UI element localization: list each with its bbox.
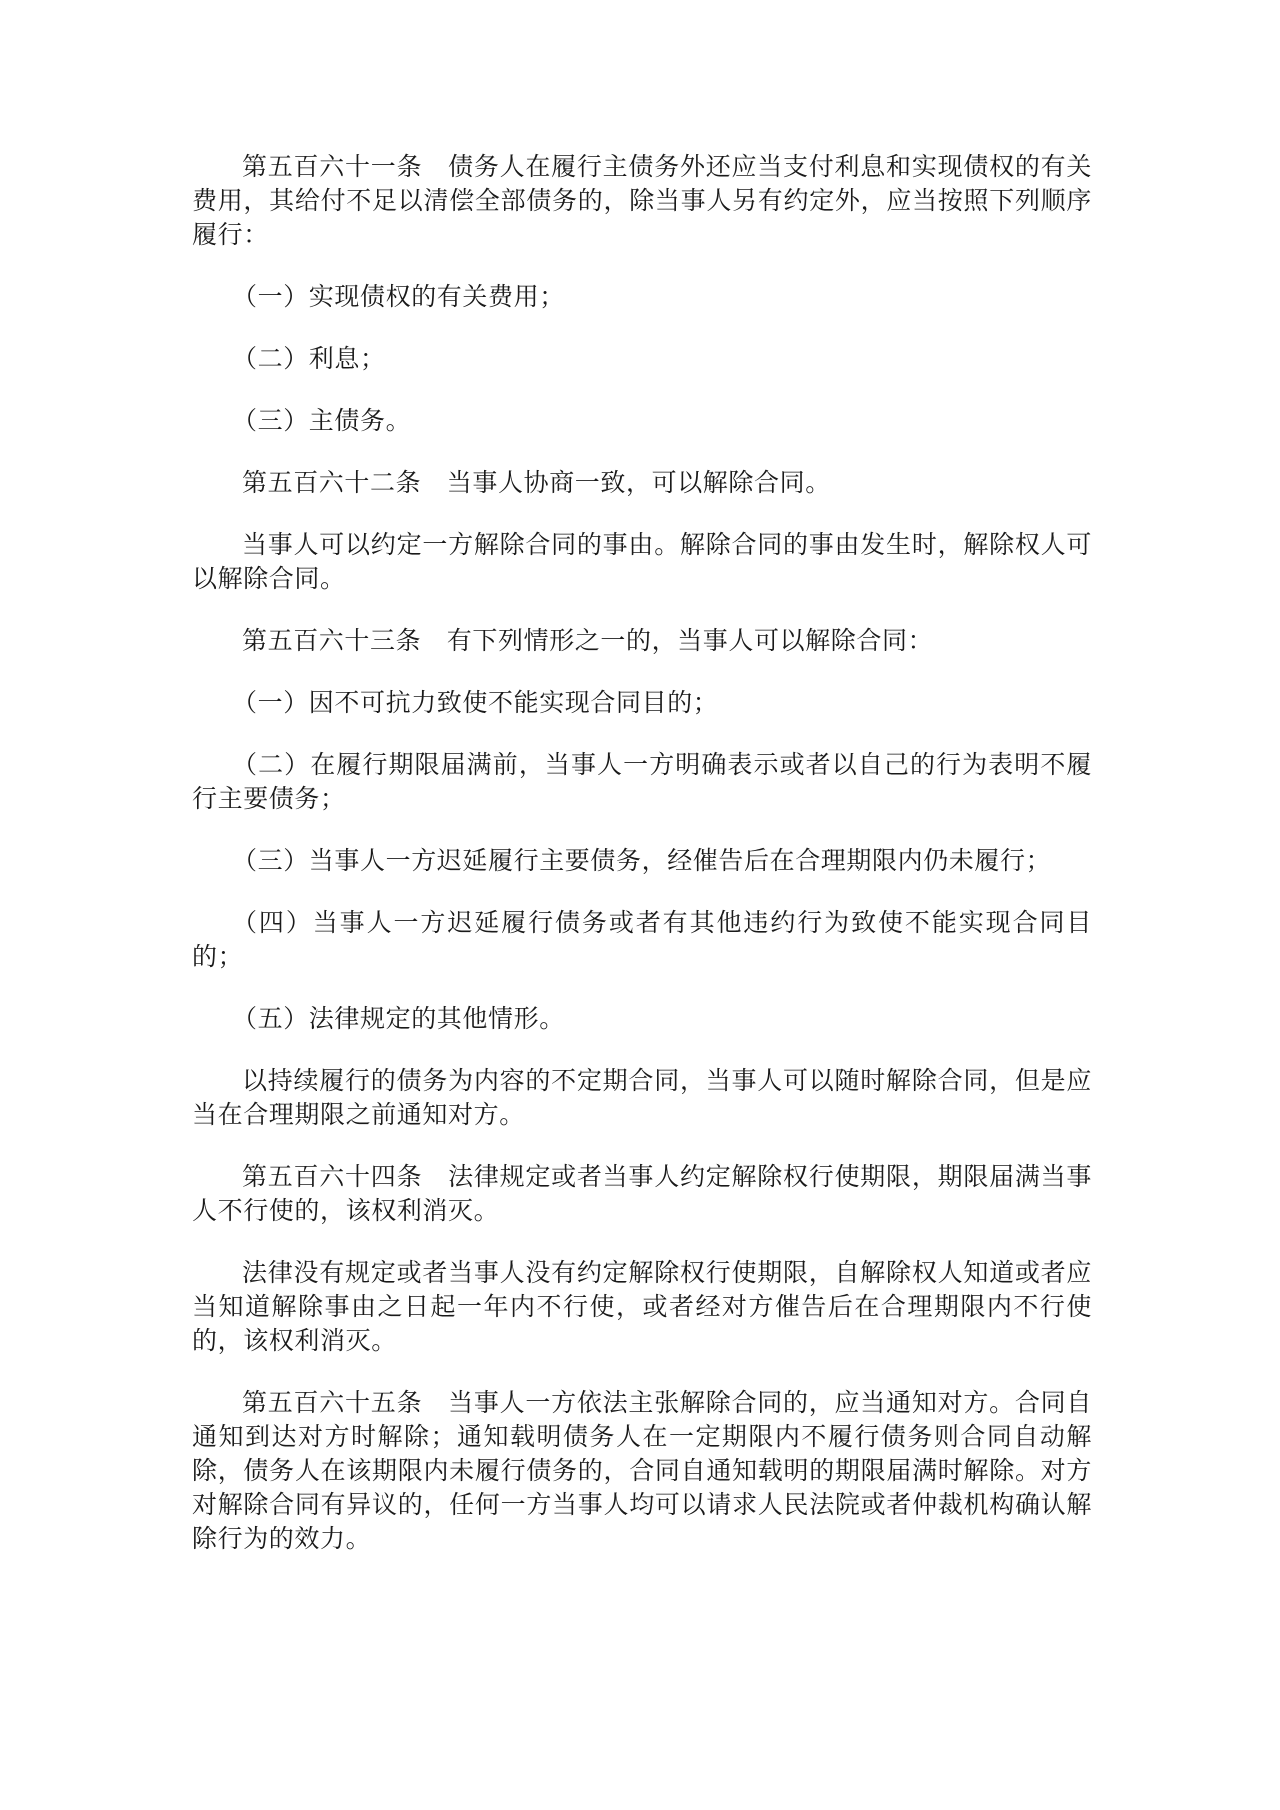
article-561: 第五百六十一条 债务人在履行主债务外还应当支付利息和实现债权的有关费用，其给付不足以清偿全部债务的，除当事人另有约定外，应当按照下列顺序履行： xyxy=(192,152,1092,249)
article-562: 第五百六十二条 当事人协商一致，可以解除合同。 xyxy=(242,468,831,497)
article-564-para-2: 法律没有规定或者当事人没有约定解除权行使期限，自解除权人知道或者应当知道解除事由之日起一年内不行使，或者经对方催告后在合理期限内不行使的，该权利消灭。 xyxy=(192,1258,1092,1355)
article-563: 第五百六十三条 有下列情形之一的，当事人可以解除合同： xyxy=(242,626,934,655)
article-563-item-3: （三）当事人一方迟延履行主要债务，经催告后在合理期限内仍未履行； xyxy=(232,846,1052,875)
article-565: 第五百六十五条 当事人一方依法主张解除合同的，应当通知对方。合同自通知到达对方时解除；通知载明债务人在一定期限内不履行债务则合同自动解除，债务人在该期限内未履行债务的，合同自通知载明的期限届满时解除。对方对解除合同有异议的，任何一方当事人均可以请求人民法院或者仲裁机构确认解除行为的效力。 xyxy=(192,1388,1092,1553)
article-564: 第五百六十四条 法律规定或者当事人约定解除权行使期限，期限届满当事人不行使的，该权利消灭。 xyxy=(192,1162,1092,1225)
article-561-item-2: （二）利息； xyxy=(232,344,386,373)
article-562-para-2: 当事人可以约定一方解除合同的事由。解除合同的事由发生时，解除权人可以解除合同。 xyxy=(192,530,1092,593)
article-563-item-1: （一）因不可抗力致使不能实现合同目的； xyxy=(232,688,719,717)
article-563-item-4: （四）当事人一方迟延履行债务或者有其他违约行为致使不能实现合同目的； xyxy=(192,908,1092,971)
document-body xyxy=(192,150,1092,1584)
article-561-item-1: （一）实现债权的有关费用； xyxy=(232,282,565,311)
article-561-item-3: （三）主债务。 xyxy=(232,406,412,435)
article-563-item-2: （二）在履行期限届满前，当事人一方明确表示或者以自己的行为表明不履行主要债务； xyxy=(192,750,1092,813)
article-563-para-2: 以持续履行的债务为内容的不定期合同，当事人可以随时解除合同，但是应当在合理期限之前通知对方。 xyxy=(192,1066,1092,1129)
article-563-item-5: （五）法律规定的其他情形。 xyxy=(232,1004,565,1033)
